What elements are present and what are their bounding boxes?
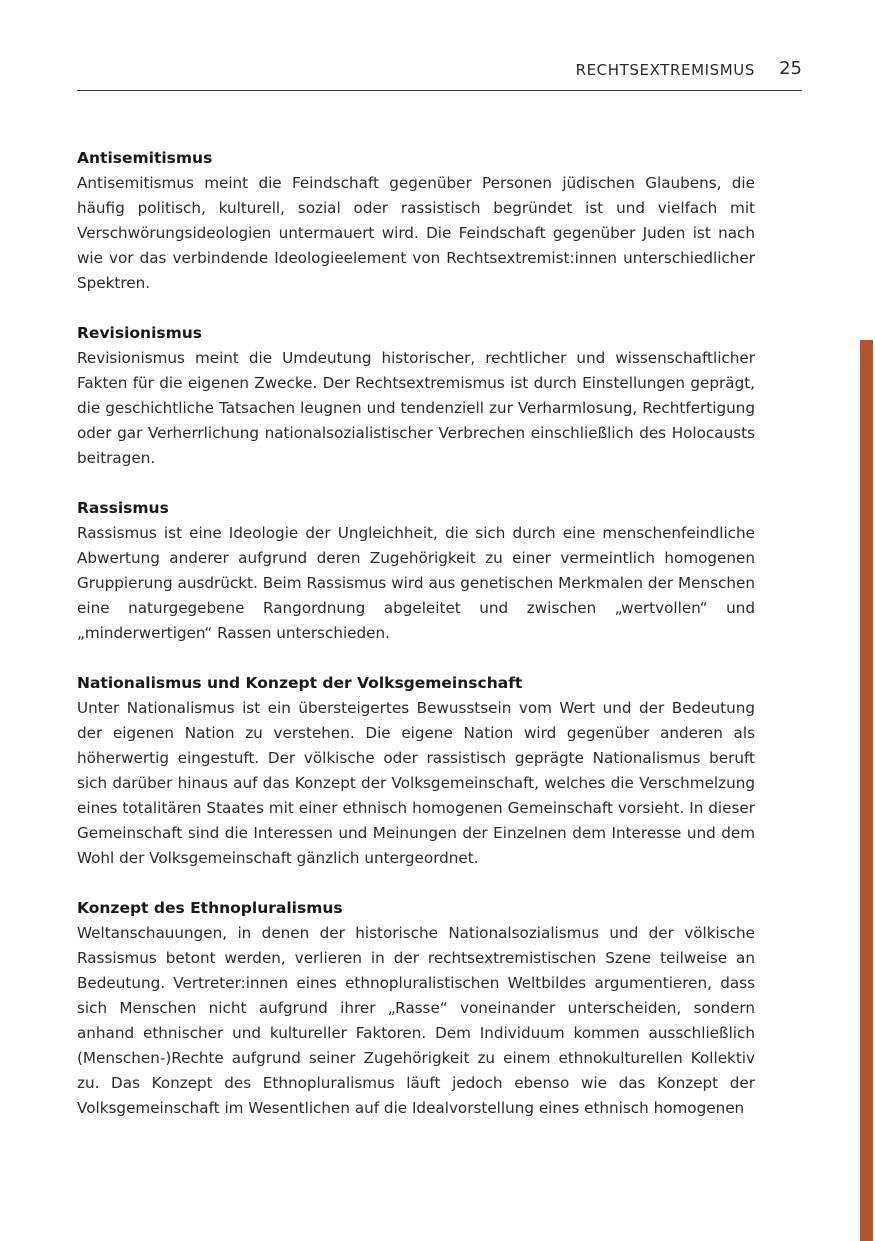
section-paragraph: Revisionismus meint die Umdeutung historischer, rechtlicher und wissenschaftlicher Fakten für die eigenen Zwecke. Der Rechtsextremismus ist durch Einstellungen geprägt, die geschichtliche Tatsachen leugnen und tendenziell zur Verharmlosung, Rechtfertigung oder gar Verherrlichung nationalsozialistischer Verbrechen einschließlich des Holocausts beitragen. <box>77 349 755 467</box>
running-header <box>77 58 802 91</box>
section-antisemitismus <box>77 146 755 296</box>
section-rassismus <box>77 496 755 646</box>
section-heading: Nationalismus und Konzept der Volksgemeinschaft <box>77 674 523 692</box>
section-nationalismus <box>77 671 755 871</box>
running-header-title: RECHTSEXTREMISMUS <box>575 61 755 79</box>
section-heading: Konzept des Ethnopluralismus <box>77 899 343 917</box>
section-ethnopluralismus <box>77 896 755 1121</box>
section-heading: Rassismus <box>77 499 169 517</box>
section-paragraph: Rassismus ist eine Ideologie der Ungleichheit, die sich durch eine menschenfeindliche Abwertung anderer aufgrund deren Zugehörigkeit zu einer vermeintlich homogenen Gruppierung ausdrückt. Beim Rassismus wird aus genetischen Merkmalen der Menschen eine naturgegebene Rangordnung abgeleitet und zwischen „wertvollen“ und „minderwertigen“ Rassen unterschieden. <box>77 524 755 642</box>
section-heading: Antisemitismus <box>77 149 213 167</box>
section-heading: Revisionismus <box>77 324 203 342</box>
section-paragraph: Antisemitismus meint die Feindschaft gegenüber Personen jüdischen Glaubens, die häufig politisch, kulturell, sozial oder rassistisch begründet ist und vielfach mit Verschwörungsideologien untermauert wird. Die Feindschaft gegenüber Juden ist nach wie vor das verbindende Ideologieelement von Rechtsextremist:innen unterschiedlicher Spektren. <box>77 174 755 292</box>
page-number: 25 <box>779 58 802 79</box>
section-revisionismus <box>77 321 755 471</box>
section-paragraph: Unter Nationalismus ist ein übersteigertes Bewusstsein vom Wert und der Bedeutung der eigenen Nation zu verstehen. Die eigene Nation wird gegenüber anderen als höherwertig eingestuft. Der völkische oder rassistisch geprägte Nationalismus beruft sich darüber hinaus auf das Konzept der Volksgemeinschaft, welches die Verschmelzung eines totalitären Staates mit einer ethnisch homogenen Gemeinschaft vorsieht. In dieser Gemeinschaft sind die Interessen und Meinungen der Einzelnen dem Interesse und dem Wohl der Volksgemeinschaft gänzlich untergeordnet. <box>77 699 755 867</box>
section-paragraph: Weltanschauungen, in denen der historische Nationalsozialismus und der völkische Rassismus betont werden, verlieren in der rechtsextremistischen Szene teilweise an Bedeutung. Vertreter:innen eines ethnopluralistischen Weltbildes argumentieren, dass sich Menschen nicht aufgrund ihrer „Rasse“ voneinander unterscheiden, sondern anhand ethnischer und kultureller Faktoren. Dem Individuum kommen ausschließlich (Menschen-)Rechte aufgrund seiner Zugehörigkeit zu einem ethnokulturellen Kollektiv zu. Das Konzept des Ethnopluralismus läuft jedoch ebenso wie das Konzept der Volksgemeinschaft im Wesentlichen auf die Idealvorstellung eines ethnisch homogenen <box>77 924 755 1117</box>
chapter-accent-bar <box>860 340 873 1241</box>
page-body <box>77 146 755 1146</box>
